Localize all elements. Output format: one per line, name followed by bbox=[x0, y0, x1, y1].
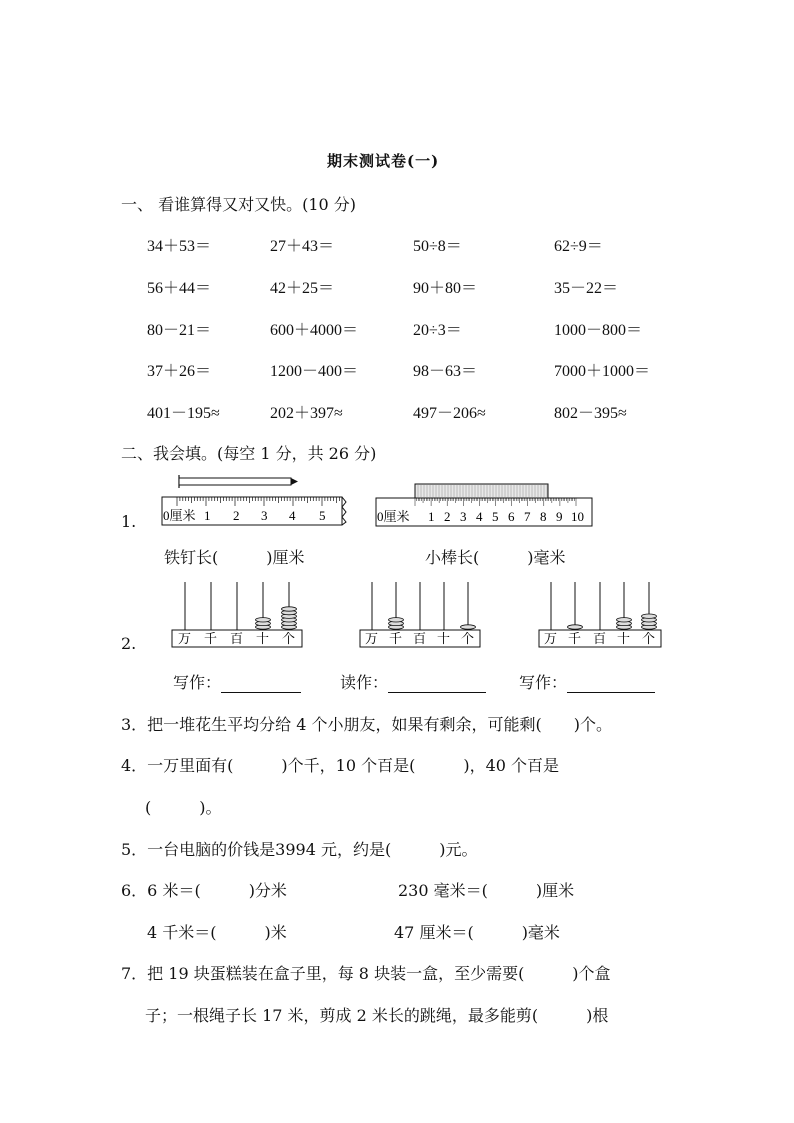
calc-item: 20÷3＝ bbox=[413, 322, 462, 339]
ruler-label: 3 bbox=[261, 508, 268, 523]
q7-text-line1: 7．把 19 块蛋糕装在盒子里，每 8 块装一盒，至少需要( )个盒 bbox=[121, 964, 611, 983]
ruler-label: 1 bbox=[428, 509, 435, 524]
q6-d: 47 厘米＝( )毫米 bbox=[394, 923, 560, 942]
ruler-label: 6 bbox=[508, 509, 515, 524]
ruler-label: 0厘米 bbox=[377, 509, 410, 524]
q6-b: 230 毫米＝( )厘米 bbox=[398, 881, 575, 900]
abacus-label: 万 bbox=[365, 631, 379, 646]
q6-a: 6．6 米＝( )分米 bbox=[121, 881, 287, 900]
ruler-label: 8 bbox=[540, 509, 547, 524]
abacus-label: 个 bbox=[461, 631, 475, 646]
abacus-2 bbox=[358, 578, 482, 650]
q2-write-row-2 bbox=[519, 670, 655, 693]
abacus-label: 十 bbox=[437, 631, 451, 646]
q2-number: 2. bbox=[121, 634, 137, 653]
abacus-label: 万 bbox=[178, 631, 192, 646]
q1-caption-nail: 铁钉长( )厘米 bbox=[164, 548, 305, 567]
calc-item: 27＋43＝ bbox=[270, 238, 335, 255]
ruler-label: 0厘米 bbox=[163, 508, 196, 523]
q4-text-line2: ( )。 bbox=[145, 798, 222, 817]
stick-shape bbox=[415, 484, 548, 498]
abacus-label: 百 bbox=[230, 631, 244, 646]
q6-c: 4 千米＝( )米 bbox=[147, 923, 287, 942]
calc-item: 202＋397≈ bbox=[270, 405, 343, 422]
calc-item: 34＋53＝ bbox=[147, 238, 212, 255]
abacus-bead bbox=[461, 625, 476, 629]
write-answer-blank[interactable] bbox=[221, 674, 301, 693]
abacus-bead bbox=[282, 607, 297, 611]
abacus-label: 万 bbox=[544, 631, 558, 646]
abacus-label: 百 bbox=[593, 631, 607, 646]
q3-text: 3．把一堆花生平均分给 4 个小朋友，如果有剩余，可能剩( )个。 bbox=[121, 715, 613, 734]
abacus-label: 十 bbox=[617, 631, 631, 646]
calc-item: 80－21＝ bbox=[147, 322, 212, 339]
abacus-label: 千 bbox=[204, 631, 218, 646]
ruler-break bbox=[342, 497, 346, 525]
q2-read-row bbox=[340, 670, 486, 693]
ruler-label: 2 bbox=[233, 508, 240, 523]
write-answer-blank[interactable] bbox=[567, 674, 655, 693]
section1-heading: 一、 看谁算得又对又快。(10 分) bbox=[121, 195, 357, 214]
ruler-stick-figure bbox=[374, 478, 596, 530]
ruler-label: 5 bbox=[492, 509, 499, 524]
ruler-label: 7 bbox=[524, 509, 531, 524]
write-label: 写作： bbox=[173, 673, 222, 692]
ruler-label: 4 bbox=[476, 509, 483, 524]
calc-item: 42＋25＝ bbox=[270, 280, 335, 297]
read-answer-blank[interactable] bbox=[388, 674, 486, 693]
ruler-label: 1 bbox=[204, 508, 211, 523]
abacus-bead bbox=[389, 618, 404, 622]
abacus-label: 个 bbox=[642, 631, 656, 646]
ruler-label: 10 bbox=[571, 509, 584, 524]
nail-shape bbox=[179, 475, 298, 488]
calc-item: 50÷8＝ bbox=[413, 238, 462, 255]
calc-item: 7000＋1000＝ bbox=[554, 363, 651, 380]
calc-item: 56＋44＝ bbox=[147, 280, 212, 297]
write-label: 写作： bbox=[519, 673, 568, 692]
calc-item: 62÷9＝ bbox=[554, 238, 603, 255]
abacus-bead bbox=[256, 618, 271, 622]
calc-item: 401－195≈ bbox=[147, 405, 220, 422]
abacus-label: 千 bbox=[568, 631, 582, 646]
read-label: 读作： bbox=[340, 673, 389, 692]
calc-item: 35－22＝ bbox=[554, 280, 619, 297]
abacus-bead bbox=[568, 625, 583, 629]
abacus-label: 十 bbox=[256, 631, 270, 646]
q5-text: 5．一台电脑的价钱是3994 元，约是( )元。 bbox=[121, 840, 478, 859]
ruler-nail-figure bbox=[160, 470, 350, 530]
calc-item: 1000－800＝ bbox=[554, 322, 643, 339]
abacus-label: 百 bbox=[413, 631, 427, 646]
calc-item: 600＋4000＝ bbox=[270, 322, 359, 339]
abacus-rods bbox=[372, 582, 476, 630]
section2-heading: 二、我会填。(每空 1 分，共 26 分) bbox=[121, 444, 377, 463]
abacus-rods bbox=[551, 582, 657, 630]
abacus-1 bbox=[170, 578, 304, 650]
q1-caption-stick: 小棒长( )毫米 bbox=[425, 548, 566, 567]
calc-item: 497－206≈ bbox=[413, 405, 486, 422]
calc-item: 37＋26＝ bbox=[147, 363, 212, 380]
ruler-label: 3 bbox=[460, 509, 467, 524]
q1-number: 1. bbox=[121, 512, 137, 531]
q2-write-row bbox=[173, 670, 301, 693]
ruler-label: 4 bbox=[289, 508, 296, 523]
calc-item: 98－63＝ bbox=[413, 363, 478, 380]
abacus-3 bbox=[537, 578, 663, 650]
abacus-label: 个 bbox=[282, 631, 296, 646]
ruler-label: 2 bbox=[444, 509, 451, 524]
ruler-label: 5 bbox=[319, 508, 326, 523]
calc-item: 90＋80＝ bbox=[413, 280, 478, 297]
page-title: 期末测试卷(一) bbox=[327, 152, 440, 170]
q4-text-line1: 4．一万里面有( )个千，10 个百是( )，40 个百是 bbox=[121, 756, 560, 775]
abacus-label: 千 bbox=[389, 631, 403, 646]
abacus-rods bbox=[185, 582, 297, 630]
abacus-bead bbox=[617, 618, 632, 622]
ruler-label: 9 bbox=[556, 509, 563, 524]
q7-text-line2: 子；一根绳子长 17 米，剪成 2 米长的跳绳，最多能剪( )根 bbox=[145, 1006, 609, 1025]
calc-item: 1200－400＝ bbox=[270, 363, 359, 380]
calc-item: 802－395≈ bbox=[554, 405, 627, 422]
abacus-bead bbox=[642, 614, 657, 618]
